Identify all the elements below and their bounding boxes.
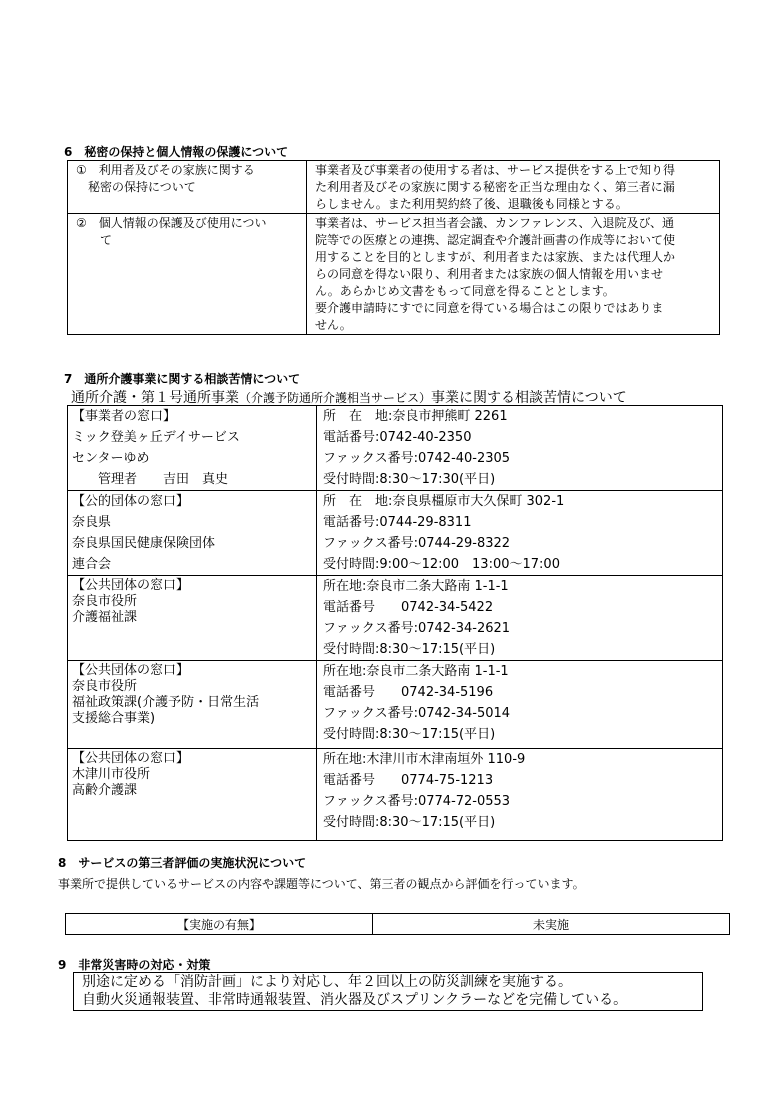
phone-line: 電話番号:0744-29-8311 xyxy=(323,515,472,530)
privacy-row-2-content xyxy=(307,214,720,335)
complaints-row-label xyxy=(68,406,317,491)
evaluation-label: 【実施の有無】 xyxy=(66,914,373,935)
address-line: 所在地:奈良市二条大路南 1-1-1 xyxy=(323,664,509,679)
label-line: 【公的団体の窓口】 xyxy=(72,494,190,509)
label-line: 奈良市役所 xyxy=(72,594,138,609)
privacy-row-2 xyxy=(68,214,720,335)
complaints-row-content xyxy=(317,661,723,749)
label-line: 【公共団体の窓口】 xyxy=(72,578,190,593)
label-line: 奈良県 xyxy=(72,515,112,530)
phone-line: 電話番号:0742-40-2350 xyxy=(323,430,472,445)
label-line: ミック登美ヶ丘デイサービス xyxy=(72,430,240,445)
phone-line: 電話番号 0774-75-1213 xyxy=(323,773,494,788)
content-line: ん。あらかじめ文書をもって同意を得ることとします。 xyxy=(315,284,615,298)
fax-line: ファックス番号:0744-29-8322 xyxy=(323,536,511,551)
address-line: 所 在 地:奈良市押熊町 2261 xyxy=(323,409,508,424)
section-6-heading: 6 秘密の保持と個人情報の保護について xyxy=(64,145,289,159)
privacy-row-1 xyxy=(68,161,720,214)
fax-line: ファックス番号:0774-72-0553 xyxy=(323,794,511,809)
label-line: 【公共団体の窓口】 xyxy=(72,751,190,766)
fax-line: ファックス番号:0742-40-2305 xyxy=(323,451,511,466)
content-line: せん。 xyxy=(315,318,352,332)
complaints-row xyxy=(68,576,723,661)
fax-line: ファックス番号:0742-34-2621 xyxy=(323,621,511,636)
address-line: 所在地:奈良市二条大路南 1-1-1 xyxy=(323,579,509,594)
complaints-row-content xyxy=(317,406,723,491)
complaints-row xyxy=(68,491,723,576)
label-line: 【公共団体の窓口】 xyxy=(72,663,190,678)
privacy-row-1-label xyxy=(68,161,307,214)
label-line: 管理者 吉田 真史 xyxy=(72,472,229,487)
subheading-main: 通所介護・第１号通所事業 xyxy=(71,390,239,406)
fax-line: ファックス番号:0742-34-5014 xyxy=(323,706,511,721)
complaints-row-label xyxy=(68,491,317,576)
section-7-subheading xyxy=(71,387,627,407)
hours-line: 受付時間:8:30～17:15(平日) xyxy=(323,815,496,830)
label-line: 連合会 xyxy=(72,557,112,572)
evaluation-table xyxy=(65,913,730,935)
evaluation-row xyxy=(66,914,730,935)
complaints-row-label xyxy=(68,661,317,749)
hours-line: 受付時間:8:30～17:15(平日) xyxy=(323,727,496,742)
privacy-row-2-label xyxy=(68,214,307,335)
privacy-table xyxy=(67,160,720,335)
hours-line: 受付時間:9:00～12:00 13:00～17:00 xyxy=(323,557,560,572)
content-line: 要介護申請時にすでに同意を得ている場合はこの限りではありま xyxy=(315,301,664,315)
content-line: らしません。また利用契約終了後、退職後も同様とする。 xyxy=(315,197,628,211)
address-line: 所在地:木津川市木津南垣外 110-9 xyxy=(323,752,526,767)
label-line: ② 個人情報の保護及び使用につい xyxy=(76,216,267,230)
complaints-table xyxy=(67,405,723,841)
content-line: らの同意を得ない限り、利用者または家族の個人情報を用いませ xyxy=(315,267,664,281)
label-line: 高齢介護課 xyxy=(72,783,138,798)
disaster-line: 自動火災通報装置、非常時通報装置、消火器及びスプリンクラーなどを完備している。 xyxy=(82,992,628,1008)
content-line: 院等での医療との連携、認定調査や介護計画書の作成等において使 xyxy=(315,233,676,247)
content-line: た利用者及びその家族に関する秘密を正当な理由なく、第三者に漏 xyxy=(315,180,675,194)
complaints-row xyxy=(68,406,723,491)
section-7-heading: 7 通所介護事業に関する相談苦情について xyxy=(64,372,301,386)
subheading-paren: （介護予防通所介護相当サービス） xyxy=(239,391,432,405)
hours-line: 受付時間:8:30～17:30(平日) xyxy=(323,472,496,487)
label-line: 奈良県国民健康保険団体 xyxy=(72,536,216,551)
label-line: 介護福祉課 xyxy=(72,610,138,625)
label-line: 【事業者の窓口】 xyxy=(72,409,177,424)
hours-line: 受付時間:8:30～17:15(平日) xyxy=(323,642,496,657)
complaints-row xyxy=(68,749,723,841)
complaints-row xyxy=(68,661,723,749)
section-8-text: 事業所で提供しているサービスの内容や課題等について、第三者の観点から評価を行っています。 xyxy=(58,877,585,891)
label-line: て xyxy=(76,233,113,247)
complaints-row-content xyxy=(317,491,723,576)
complaints-row-content xyxy=(317,576,723,661)
content-line: 事業者及び事業者の使用する者は、サービス提供をする上で知り得 xyxy=(315,163,676,177)
complaints-row-content xyxy=(317,749,723,841)
label-line: センターゆめ xyxy=(72,451,150,466)
label-line: 福祉政策課(介護予防・日常生活 xyxy=(72,695,260,710)
label-line: ① 利用者及びその家族に関する xyxy=(76,163,255,177)
complaints-row-label xyxy=(68,749,317,841)
section-9-heading: 9 非常災害時の対応・対策 xyxy=(58,958,211,972)
content-line: 事業者は、サービス担当者会議、カンファレンス、入退院及び、通 xyxy=(315,216,674,230)
label-line: 秘密の保持について xyxy=(76,180,196,194)
disaster-box xyxy=(73,972,703,1011)
evaluation-value: 未実施 xyxy=(373,914,730,935)
disaster-line: 別途に定める「消防計画」により対応し、年２回以上の防災訓練を実施する。 xyxy=(82,974,572,990)
content-line: 用することを目的としますが、利用者または家族、または代理人か xyxy=(315,250,676,264)
phone-line: 電話番号 0742-34-5422 xyxy=(323,600,494,615)
label-line: 木津川市役所 xyxy=(72,767,151,782)
label-line: 奈良市役所 xyxy=(72,679,138,694)
complaints-row-label xyxy=(68,576,317,661)
phone-line: 電話番号 0742-34-5196 xyxy=(323,685,494,700)
section-8-heading: 8 サービスの第三者評価の実施状況について xyxy=(58,856,307,870)
label-line: 支援総合事業) xyxy=(72,711,156,726)
privacy-row-1-content xyxy=(307,161,720,214)
address-line: 所 在 地:奈良県橿原市大久保町 302-1 xyxy=(323,494,565,509)
subheading-tail: 事業に関する相談苦情について xyxy=(431,390,627,406)
